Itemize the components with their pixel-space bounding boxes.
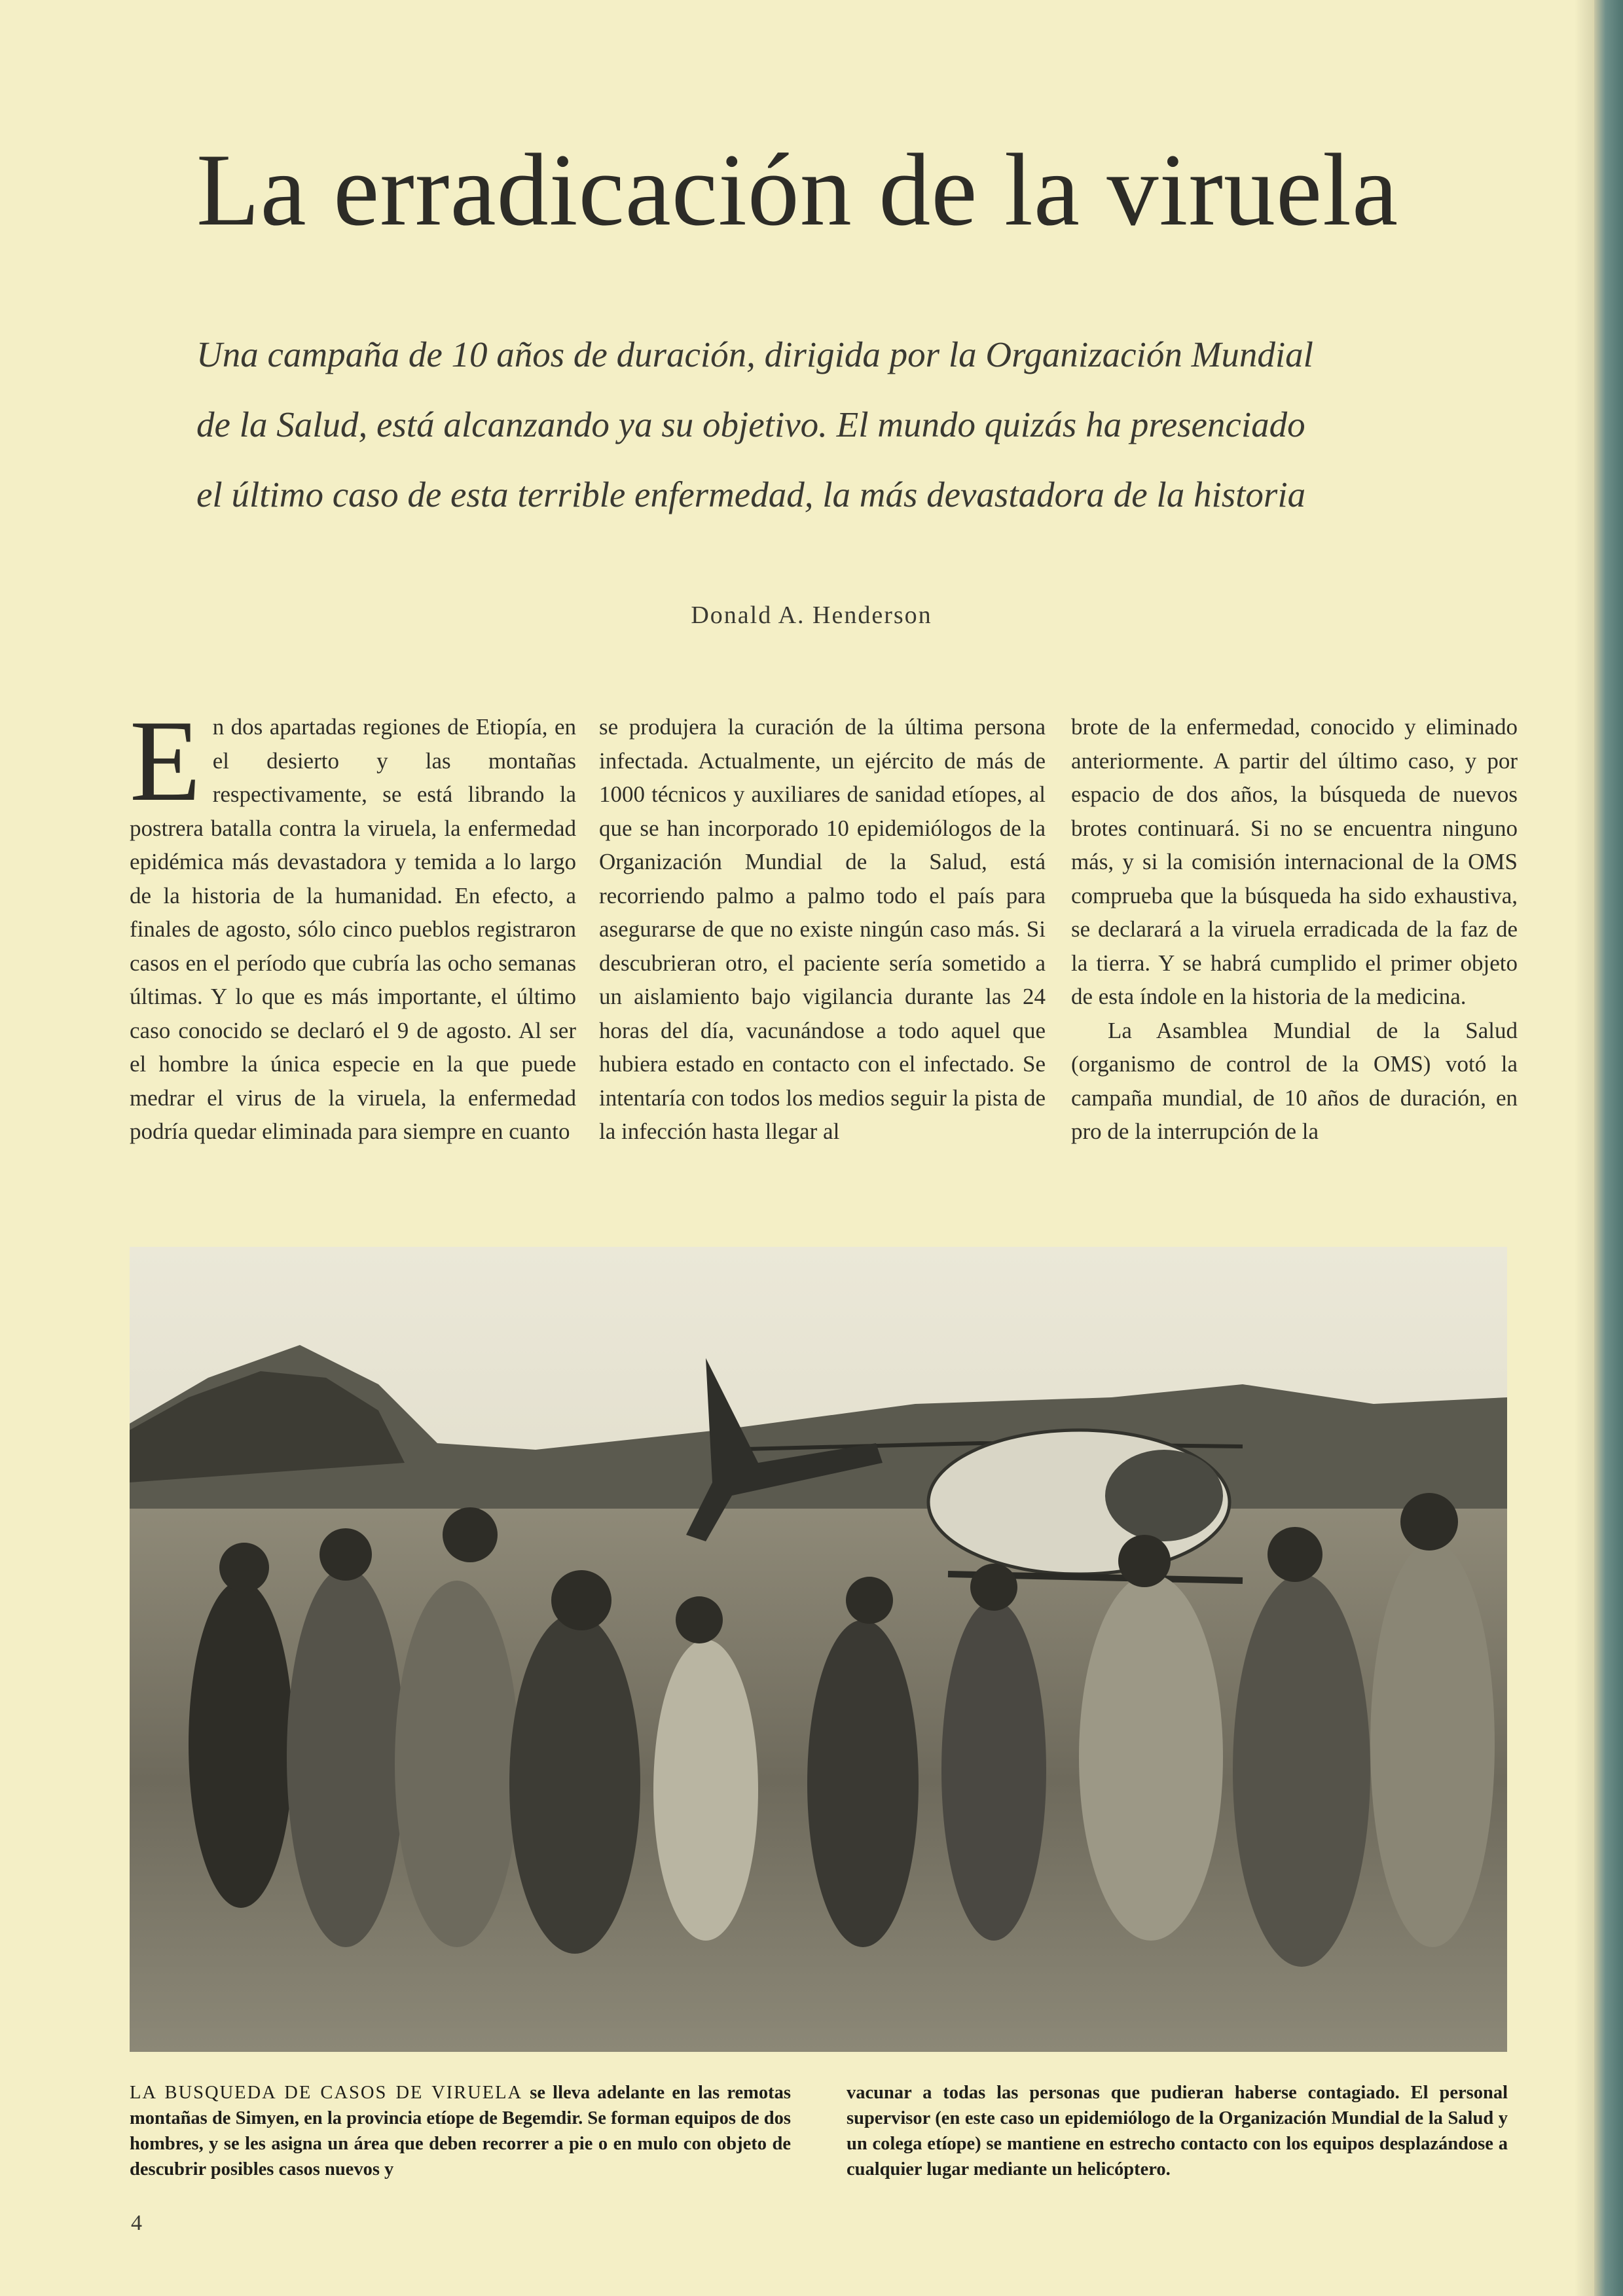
page-edge — [1594, 0, 1623, 2296]
photo-illustration — [130, 1247, 1507, 2052]
person-figure — [941, 1600, 1046, 1941]
article-title: La erradicación de la viruela — [196, 133, 1399, 247]
subtitle-line: Una campaña de 10 años de duración, dirigida por la Organización Mundial — [196, 334, 1313, 374]
page-fold-shadow — [1575, 0, 1594, 2296]
column-text: se produjera la curación de la última persona infectada. Actualmente, un ejército de más de 1000 técnicos y auxiliares de sanidad etíopes, al que se han incorporado 10 epidemiólogos de la Organización Mundial de la Salud, está recorriendo palmo a palmo todo el país para asegurarse de que no existe ningún caso más. Si descubrieran otro, el paciente sería sometido a un aislamiento bajo vigilancia durante las 24 horas del día, vacunándose a todo aquel que hubiera estado en contacto con el infectado. Se intentaría con todos los medios seguir la pista de la infección hasta llegar al — [599, 714, 1046, 1144]
column-text: brote de la enfermedad, conocido y eliminado anteriormente. A partir del último caso, y por espacio de dos años, la búsqueda de nuevos brotes continuará. Si no se encuentra ninguno más, y si la comisión internacional de la OMS comprueba que la búsqueda ha sido exhaustiva, se declarará a la viruela erradicada de la faz de la tierra. Y se habrá cumplido el primer objeto de esta índole en la historia de la medicina. — [1071, 714, 1518, 1009]
person-figure — [653, 1640, 758, 1941]
column-text: n dos apartadas regiones de Etiopía, en el desierto y las montañas respectivamente, se está librando la postrera batalla contra la viruela, la enfermedad epidémica más devastadora y temida a lo largo de la historia de la humanidad. En efecto, a finales de agosto, sólo cinco pueblos registraron casos en el período que cubría las ocho semanas últimas. Y lo que es más importante, el último caso conocido se declaró el 9 de agosto. Al ser el hombre la única especie en la que puede medrar el virus de la viruela, la enfermedad podría quedar eliminada para siempre en cuanto — [130, 714, 576, 1144]
body-column-1 — [130, 696, 576, 1149]
person-figure — [189, 1581, 293, 1908]
author-byline: Donald A. Henderson — [691, 601, 932, 629]
subtitle-line: de la Salud, está alcanzando ya su objetivo. El mundo quizás ha presenciado — [196, 404, 1305, 444]
person-head — [551, 1570, 611, 1630]
caption-text: vacunar a todas las personas que pudieran haberse contagiado. El personal supervisor (en este caso un epidemiólogo de la Organización Mundial de la Salud y un colega etíope) se mantiene en estrecho contacto con los equipos desplazándose a cualquier lugar mediante un helicóptero. — [847, 2083, 1508, 2179]
subtitle-line: el último caso de esta terrible enfermedad, la más devastadora de la historia — [196, 475, 1306, 514]
person-head — [846, 1577, 893, 1624]
person-figure — [395, 1581, 519, 1947]
person-figure — [509, 1613, 640, 1954]
drop-cap: E — [130, 696, 201, 825]
article-subtitle — [196, 319, 1480, 529]
helicopter-cockpit — [1105, 1450, 1223, 1541]
photo-caption-part-1 — [130, 2080, 791, 2182]
caption-text: se lleva adelante en las remotas montañas de Simyen, en la provincia etíope de Begemdir. Se forman equipos de dos hombres, y se les asigna un área que deben recorrer a pie o en mulo con objeto de descubrir posibles casos nuevos y — [130, 2083, 791, 2179]
body-column-3 — [1071, 710, 1518, 1149]
person-head — [1118, 1535, 1171, 1587]
person-figure — [807, 1620, 919, 1947]
person-head — [443, 1507, 498, 1562]
photo-caption-part-2 — [847, 2080, 1508, 2182]
person-figure — [1233, 1574, 1370, 1967]
article-photo — [130, 1247, 1507, 2052]
person-head — [1400, 1493, 1458, 1551]
person-head — [970, 1564, 1017, 1611]
person-head — [676, 1596, 723, 1643]
person-figure — [287, 1568, 405, 1947]
caption-lead: LA BUSQUEDA DE CASOS DE VIRUELA — [130, 2083, 523, 2103]
person-head — [1267, 1527, 1322, 1582]
page-number: 4 — [131, 2211, 142, 2235]
person-head — [319, 1528, 372, 1581]
person-head — [219, 1543, 269, 1592]
person-figure — [1079, 1574, 1223, 1941]
body-column-2 — [599, 710, 1046, 1149]
column-text-paragraph: La Asamblea Mundial de la Salud (organismo de control de la OMS) votó la campaña mundial, de 10 años de duración, en pro de la interrupción de la — [1071, 1017, 1518, 1144]
person-figure — [1370, 1541, 1495, 1947]
